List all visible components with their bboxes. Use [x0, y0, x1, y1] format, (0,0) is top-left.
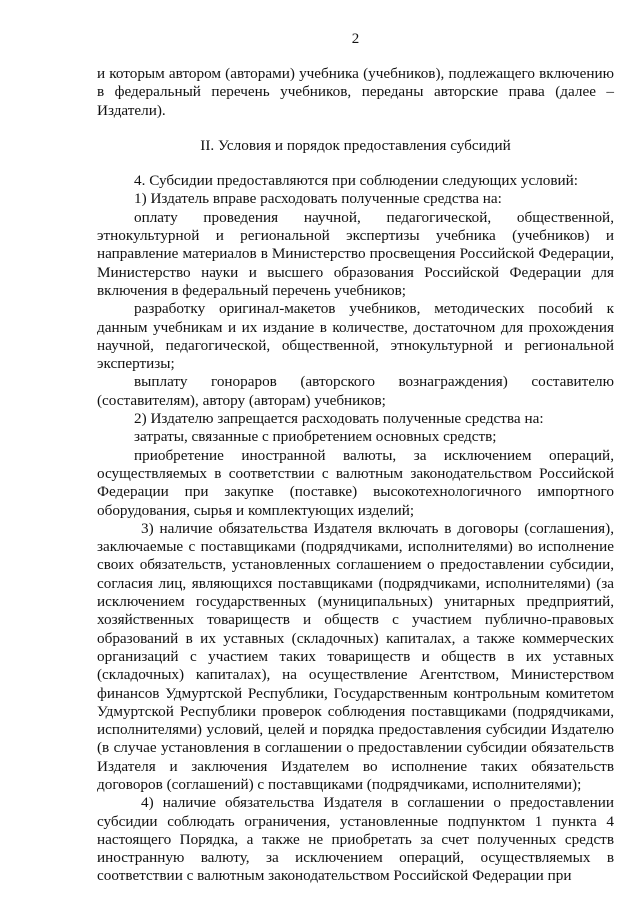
- continuation-paragraph: и которым автором (авторами) учебника (учебников), подлежащего включению в федеральный перечень учебников, переданы авторские права (далее – Издатели).: [97, 65, 614, 119]
- page-number: 2: [351, 31, 360, 47]
- paragraph-subclause-1: 1) Издатель вправе расходовать полученные средства на:: [134, 190, 502, 208]
- paragraph-clause-4: 4. Субсидии предоставляются при соблюдении следующих условий:: [134, 172, 579, 190]
- paragraph-foreign-currency: приобретение иностранной валюты, за исключением операций, осуществляемых в соответствии с валютным законодательством Российской Федерации при закупке (поставке) высокотехнологичного импортного оборудования, сырья и комплектующих изделий;: [97, 446, 614, 519]
- section-title: II. Условия и порядок предоставления субсидий: [200, 136, 511, 154]
- paragraph-subclause-3: 3) наличие обязательства Издателя включать в договоры (соглашения), заключаемые с поставщиками (подрядчиками, исполнителями) во исполнение своих обязательств, установленных соглашением о предоставлении субсидии, согласия лиц, являющихся поставщиками (подрядчиками, исполнителями) (за исключением государственных (муниципальных) унитарных предприятий, хозяйственных товариществ и обществ с участием публично-правовых образований в их уставных (складочных) капиталах, а также коммерческих организаций с участием таких товариществ и обществ в их уставных (складочных) капиталах), на осуществление Агентством, Министерством финансов Удмуртской Республики, Государственным контрольным комитетом Удмуртской Республики проверок соблюдения поставщиками (подрядчиками, исполнителями) условий, целей и порядка предоставления субсидии Издателю (в случае установления в соглашении о предоставлении субсидии обязательств Издателя и заключения Издателем во исполнение таких обязательств договоров (соглашений) с поставщиками (подрядчиками, исполнителями);: [97, 519, 614, 793]
- paragraph-subclause-4: 4) наличие обязательства Издателя в соглашении о предоставлении субсидии соблюдать ограничения, установленные подпунктом 1 пункта 4 настоящего Порядка, а также не приобретать за счет полученных средств иностранную валюту, за исключением операций, осуществляемых в соответствии с валютным законодательством Российской Федерации при: [97, 794, 614, 885]
- paragraph-fixed-assets: затраты, связанные с приобретением основных средств;: [134, 428, 497, 446]
- paragraph-layout-development: разработку оригинал-макетов учебников, методических пособий к данным учебникам и их издание в количестве, достаточном для прохождения научной, педагогической, общественной, этнокультурной и региональной экспертизы;: [97, 300, 614, 373]
- paragraph-royalties: выплату гонораров (авторского вознаграждения) составителю (составителям), автору (авторам) учебников;: [97, 373, 614, 409]
- document-body: [97, 65, 614, 886]
- paragraph-subclause-2: 2) Издателю запрещается расходовать полученные средства на:: [134, 410, 544, 428]
- paragraph-expertise-payment: оплату проведения научной, педагогической, общественной, этнокультурной и региональной экспертизы учебника (учебников) и направление материалов в Министерство просвещения Российской Федерации, Министерство науки и высшего образования Российской Федерации для включения в федеральный перечень учебников;: [97, 208, 614, 299]
